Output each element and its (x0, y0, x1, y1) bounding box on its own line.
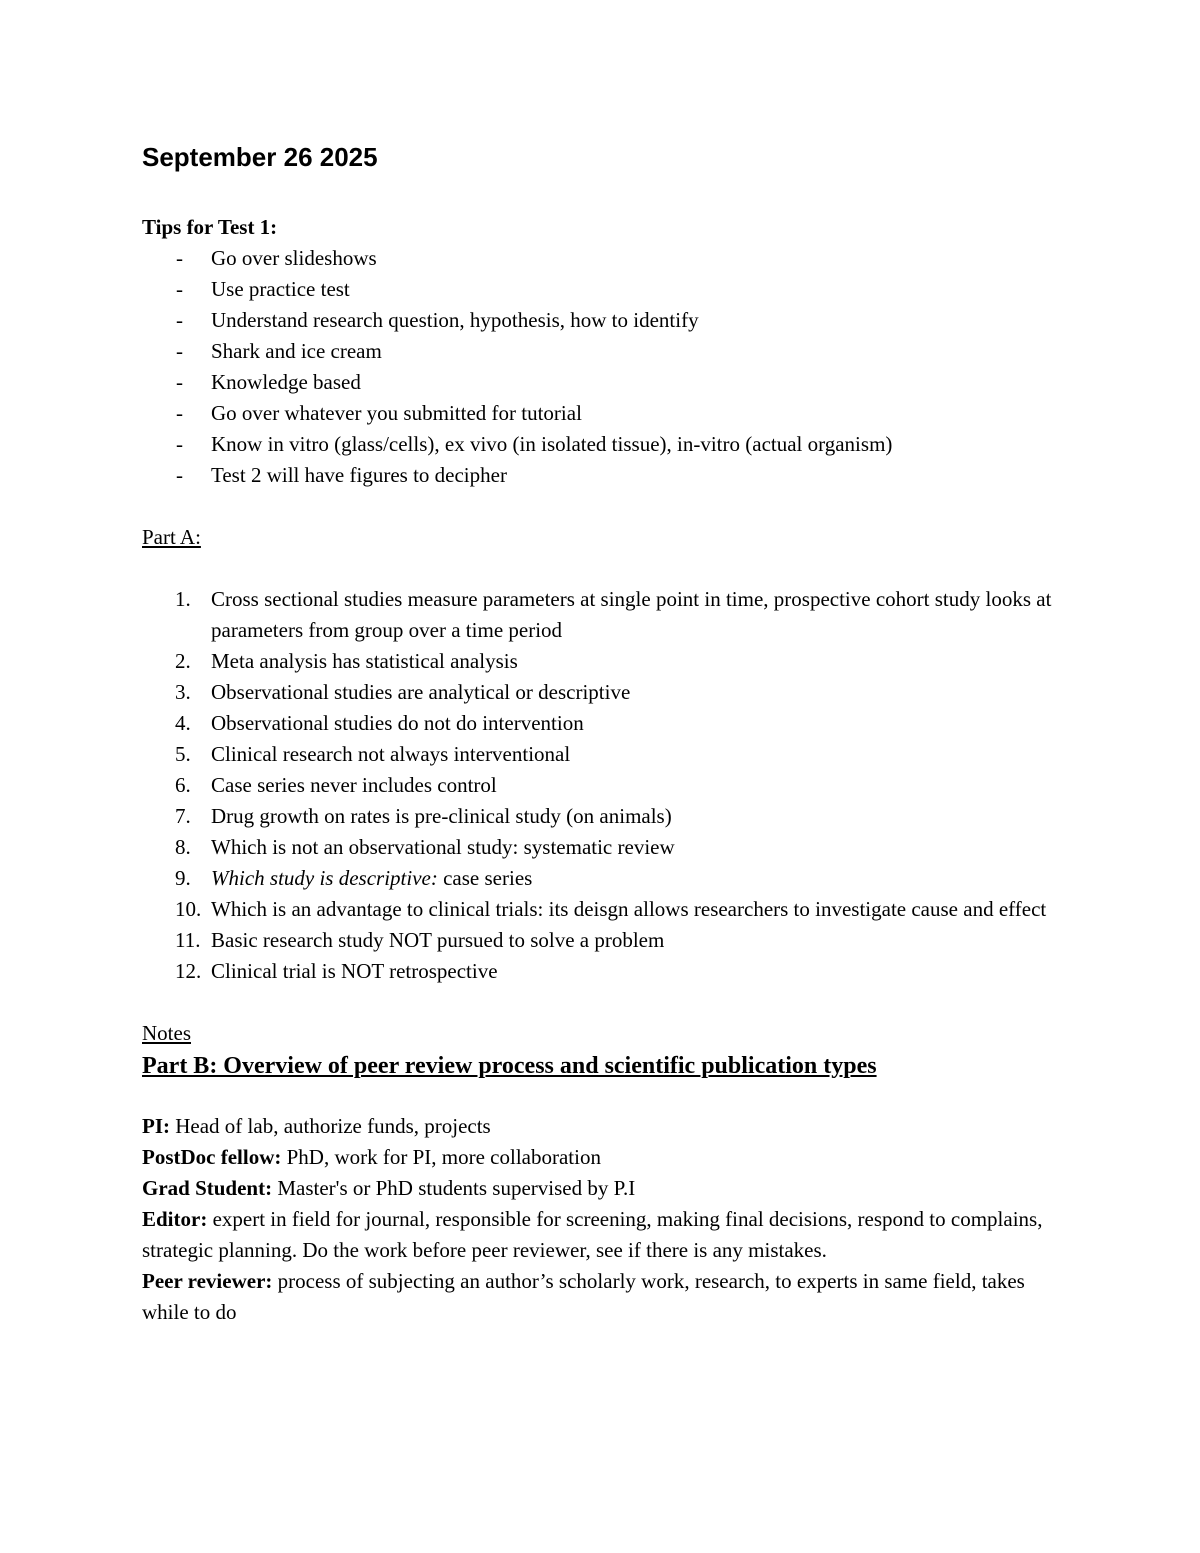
definition-text: Head of lab, authorize funds, projects (170, 1114, 491, 1138)
notes-label: Notes (142, 1021, 191, 1045)
dash-bullet: - (176, 308, 183, 332)
part-b-heading: Part B: Overview of peer review process and scientific publication types (142, 1053, 877, 1079)
item-text: Drug growth on rates is pre-clinical study (on animals) (211, 804, 672, 828)
list-item (142, 398, 1062, 429)
definition-item (142, 1266, 1062, 1328)
item-number: 5. (175, 742, 191, 766)
list-item-text: Know in vitro (glass/cells), ex vivo (in isolated tissue), in-vitro (actual organism) (211, 432, 893, 456)
numbered-item (142, 770, 1062, 801)
tips-heading: Tips for Test 1: (142, 215, 278, 239)
item-text: Case series never includes control (211, 773, 497, 797)
numbered-item (142, 832, 1062, 863)
definition-text: expert in field for journal, responsible for screening, making final decisions, respond to complains, strategic planning. Do the work before peer reviewer, see if there is any mistakes. (142, 1207, 1043, 1262)
definition-term: Editor: (142, 1207, 208, 1231)
list-item (142, 274, 1062, 305)
item-text: Which is not an observational study: systematic review (211, 835, 675, 859)
item-number: 7. (175, 804, 191, 828)
part-a-label: Part A: (142, 525, 201, 549)
dash-bullet: - (176, 246, 183, 270)
definition-term: PostDoc fellow: (142, 1145, 282, 1169)
item-text: Clinical trial is NOT retrospective (211, 959, 498, 983)
item-text: Which is an advantage to clinical trials: its deisgn allows researchers to investigate cause and effect (211, 897, 1047, 921)
date-heading: September 26 2025 (142, 142, 378, 172)
definition-item (142, 1111, 1062, 1142)
dash-bullet: - (176, 432, 183, 456)
definition-item (142, 1142, 1062, 1173)
list-item-text: Go over slideshows (211, 246, 377, 270)
list-item (142, 305, 1062, 336)
numbered-item (142, 801, 1062, 832)
part-a-list (142, 584, 1062, 987)
list-item-text: Use practice test (211, 277, 350, 301)
numbered-item (142, 708, 1062, 739)
numbered-item (142, 894, 1062, 925)
list-item-text: Go over whatever you submitted for tutorial (211, 401, 582, 425)
definition-term: Grad Student: (142, 1176, 273, 1200)
item-text: Basic research study NOT pursued to solve a problem (211, 928, 665, 952)
item-number: 4. (175, 711, 191, 735)
item-number: 11. (175, 928, 201, 952)
item-number: 10. (175, 897, 202, 921)
list-item (142, 367, 1062, 398)
dash-bullet: - (176, 463, 183, 487)
item-italic-text: Which study is descriptive: (211, 866, 438, 890)
item-text: Clinical research not always interventional (211, 742, 571, 766)
list-item-text: Knowledge based (211, 370, 361, 394)
definition-term: PI: (142, 1114, 170, 1138)
list-item (142, 429, 1062, 460)
list-item-text: Understand research question, hypothesis, how to identify (211, 308, 699, 332)
dash-bullet: - (176, 277, 183, 301)
definition-item (142, 1173, 1062, 1204)
list-item-text: Shark and ice cream (211, 339, 382, 363)
definition-text: Master's or PhD students supervised by P.I (272, 1176, 636, 1200)
item-text: case series (437, 866, 533, 890)
item-number: 12. (175, 959, 202, 983)
tips-list (142, 243, 1062, 491)
item-text: Cross sectional studies measure parameters at single point in time, prospective cohort study looks at parameters from group over a time period (211, 587, 1052, 642)
item-text: Observational studies are analytical or descriptive (211, 680, 631, 704)
definitions (142, 1111, 1062, 1328)
item-number: 9. (175, 866, 191, 890)
definition-text: process of subjecting an author’s scholarly work, research, to experts in same field, takes while to do (142, 1269, 1025, 1324)
item-number: 8. (175, 835, 191, 859)
item-number: 2. (175, 649, 191, 673)
definition-term: Peer reviewer: (142, 1269, 273, 1293)
numbered-item (142, 863, 1062, 894)
list-item (142, 336, 1062, 367)
item-number: 1. (175, 587, 191, 611)
definition-item (142, 1204, 1062, 1266)
list-item (142, 243, 1062, 274)
document-page (142, 140, 1062, 1328)
item-number: 3. (175, 680, 191, 704)
dash-bullet: - (176, 339, 183, 363)
numbered-item (142, 677, 1062, 708)
item-text: Observational studies do not do intervention (211, 711, 584, 735)
list-item (142, 460, 1062, 491)
item-number: 6. (175, 773, 191, 797)
numbered-item (142, 956, 1062, 987)
numbered-item (142, 925, 1062, 956)
list-item-text: Test 2 will have figures to decipher (211, 463, 507, 487)
definition-text: PhD, work for PI, more collaboration (281, 1145, 601, 1169)
item-text: Meta analysis has statistical analysis (211, 649, 518, 673)
numbered-item (142, 739, 1062, 770)
numbered-item (142, 646, 1062, 677)
numbered-item (142, 584, 1062, 646)
dash-bullet: - (176, 370, 183, 394)
dash-bullet: - (176, 401, 183, 425)
